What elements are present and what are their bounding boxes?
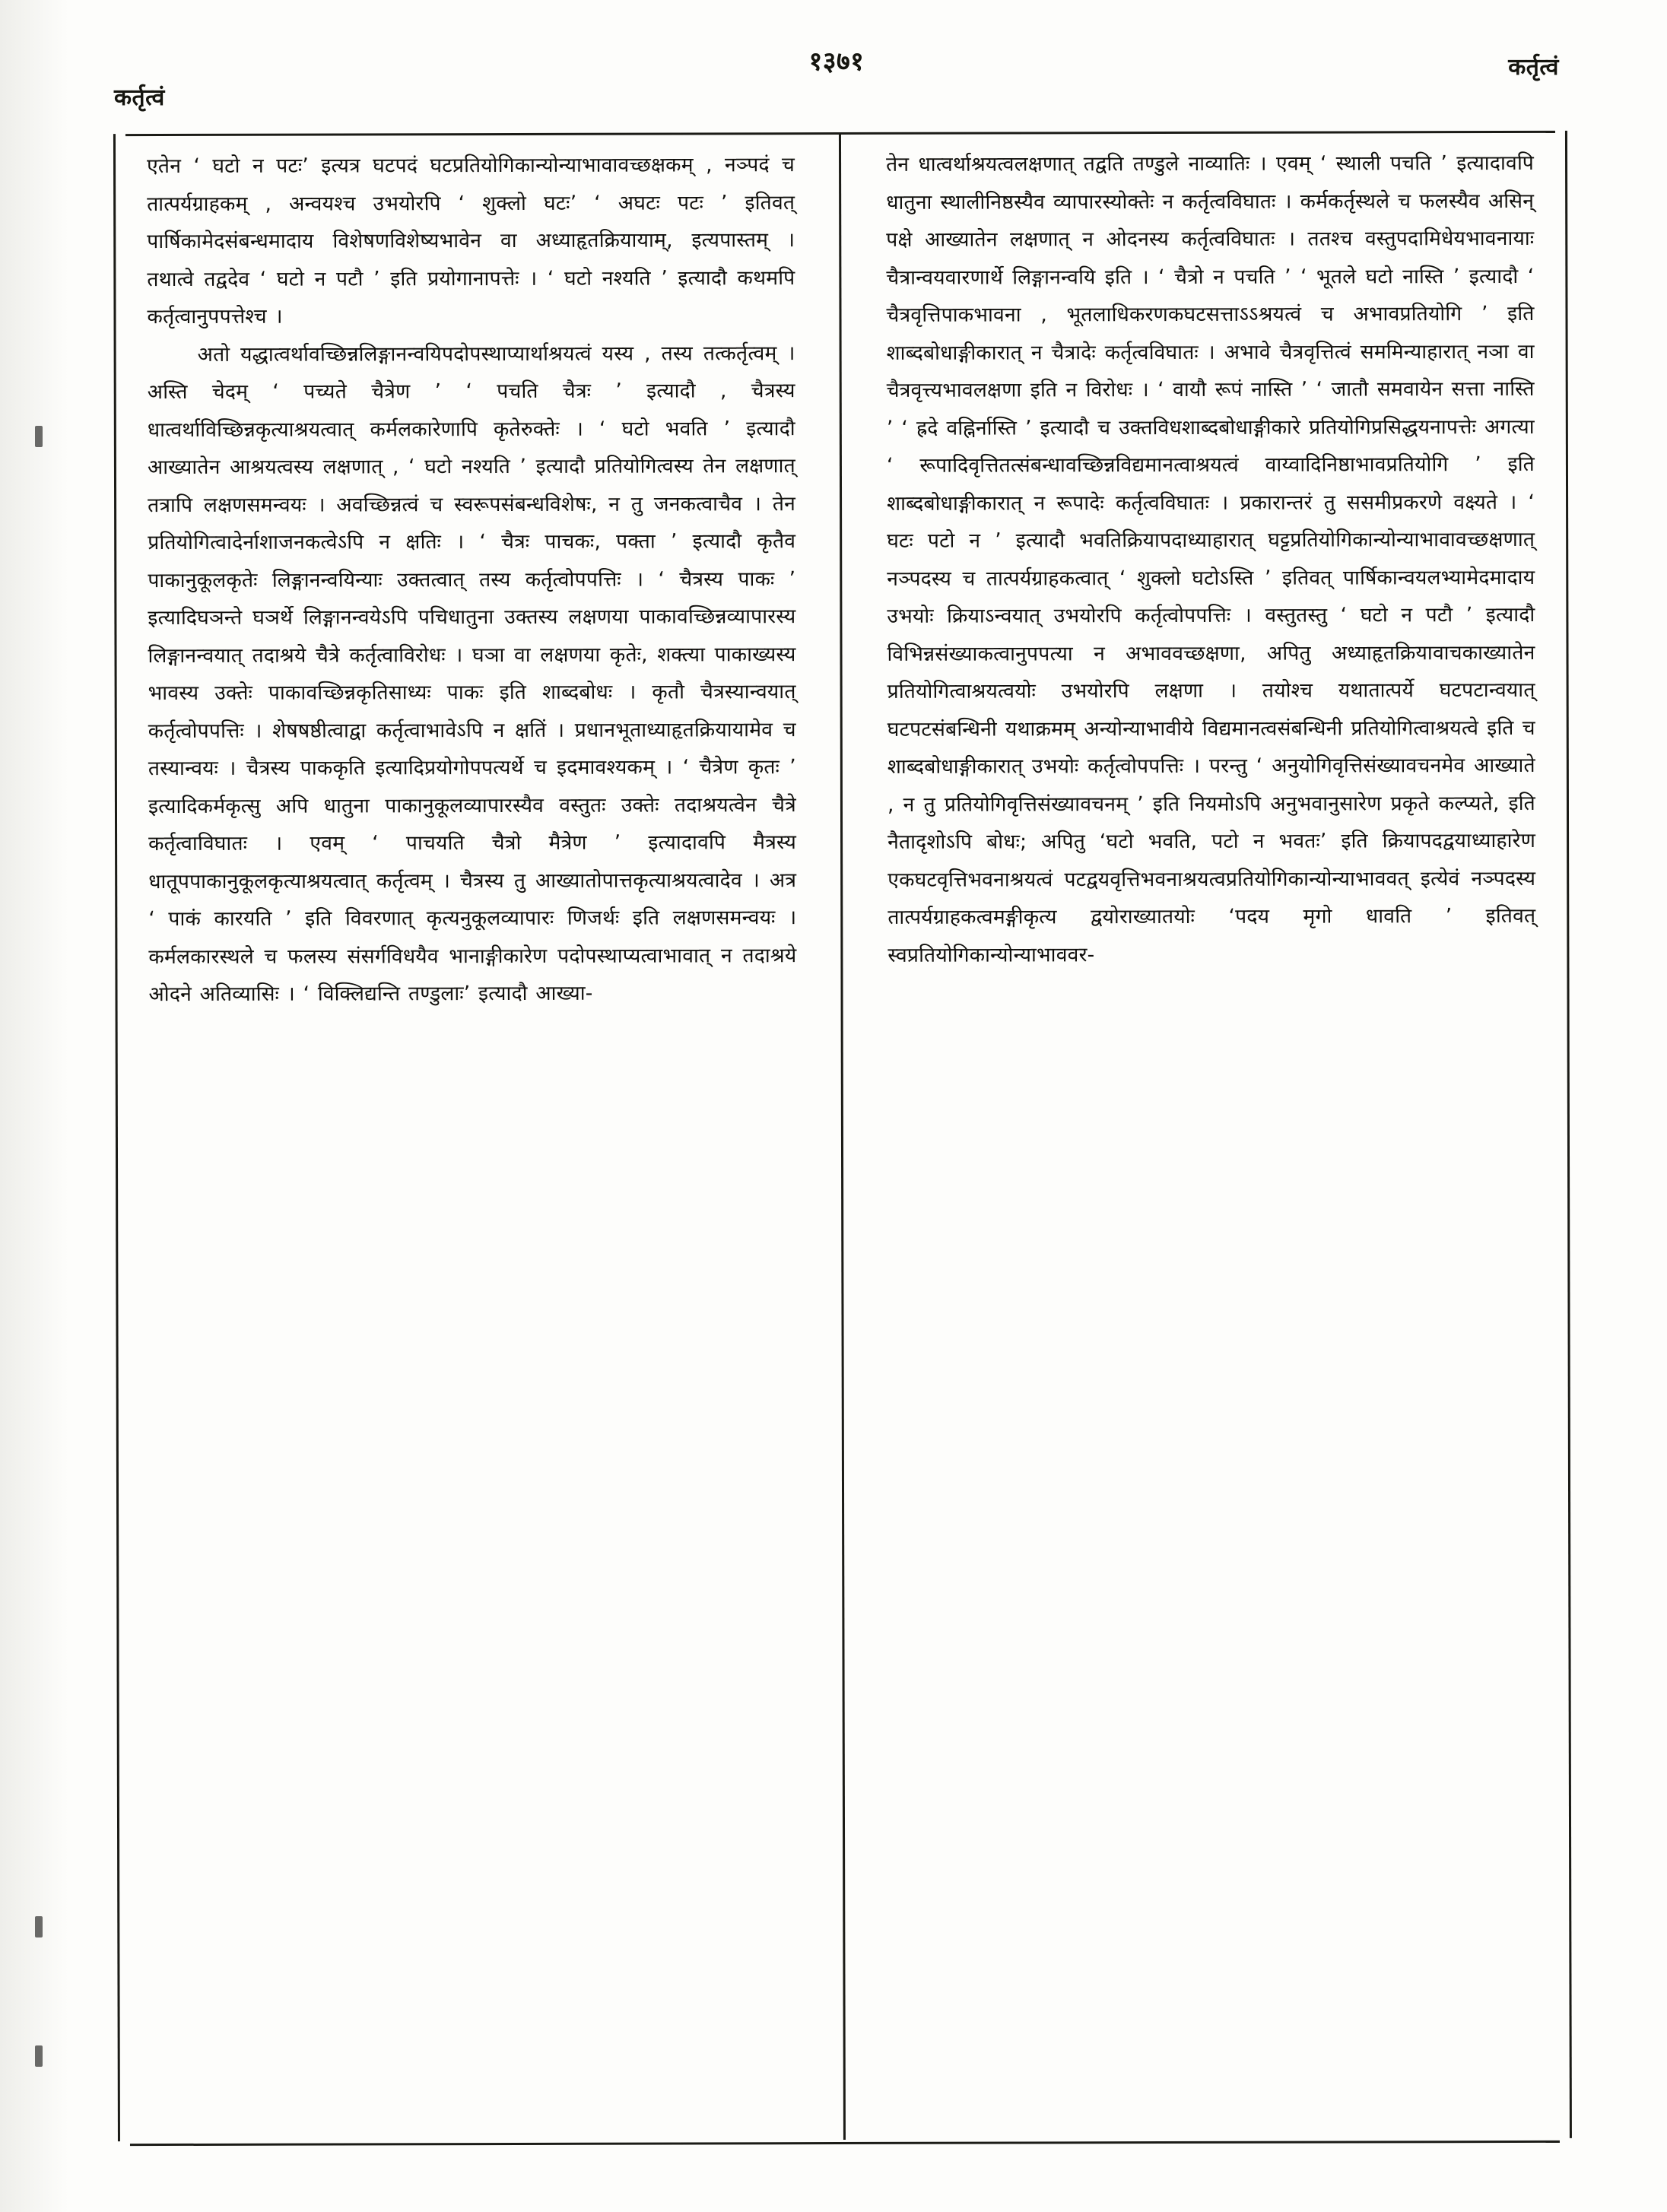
column-right xyxy=(865,144,1557,1012)
running-title-left: कर्तृत्वं xyxy=(114,84,165,111)
text-block-frame xyxy=(125,144,1560,2125)
scan-artifact-mark xyxy=(35,426,43,447)
frame-rule-left xyxy=(113,134,120,2141)
paragraph: एतेन ‘ घटो न पटः’ इत्यत्र घटपदं घटप्रतियोगिकान्योन्याभावावच्छक्षकम् , नञ्पदं च तात्पर्यग्राहकम् , अन्वयश्च उभयोरपि ‘ शुक्लो घटः’ ‘ अघटः पटः ’ इतिवत् पार्षिकामेदसंबन्धमादाय विशेषणविशेष्यभावेन वा अध्याहृतक्रियायाम्, इत्यपास्तम् । तथात्वे तद्वदेव ‘ घटो न पटौ ’ इति प्रयोगानापत्तेः । ‘ घटो नश्यति ’ इत्यादौ कथमपि कर्तृत्वानुपपत्तेश्च । xyxy=(147,153,795,329)
paragraph: अतो यद्धात्वर्थावच्छिन्नलिङ्गानन्वयिपदोपस्थाप्यार्थाश्रयत्वं यस्य , तस्य तत्कर्तृत्वम् । अस्ति चेदम् ‘ पच्यते चैत्रेण ’ ‘ पचति चैत्रः ’ इत्यादौ , चैत्रस्य धात्वर्थाविच्छिन्नकृत्याश्रयत्वात् कर्मलकारेणापि कृतेरुक्तेः । ‘ घटो भवति ’ इत्यादौ आख्यातेन आश्रयत्वस्य लक्षणात् , ‘ घटो नश्यति ’ इत्यादौ प्रतियोगित्वस्य तेन लक्षणात् तत्रापि लक्षणसमन्वयः । अवच्छिन्नत्वं च स्वरूपसंबन्धविशेषः, न तु जनकत्वाचैव । तेन प्रतियोगित्वादेर्नाशाजनकत्वेऽपि न क्षतिः । ‘ चैत्रः पाचकः, पक्ता ’ इत्यादौ कृतैव पाकानुकूलकृतेः लिङ्गानन्वयिन्याः उक्तत्वात् तस्य कर्तृत्वोपपत्तिः । ‘ चैत्रस्य पाकः ’ इत्यादिघञन्ते घञर्थे लिङ्गानन्वयेऽपि पचिधातुना उक्तस्य लक्षणया पाकावच्छिन्नव्यापारस्य लिङ्गानन्वयात् तदाश्रये चैत्रे कर्तृत्वाविरोधः । घञा वा लक्षणया कृतेः, शक्त्या पाकाख्यस्य भावस्य उक्तेः पाकावच्छिन्नकृतिसाध्यः पाकः इति शाब्दबोधः । कृतौ चैत्रस्यान्वयात् कर्तृत्वोपपत्तिः । शेषषष्ठीत्वाद्वा कर्तृत्वाभावेऽपि न क्षतिं । प्रधानभूताध्याहृतक्रियायामेव च तस्यान्वयः । चैत्रस्य पाककृति इत्यादिप्रयोगोपपत्यर्थे च इदमावश्यकम् । ‘ चैत्रेण कृतः ’ इत्यादिकर्मकृत्सु अपि धातुना पाकानुकूलव्यापारस्यैव वस्तुतः उक्तेः तदाश्रयत्वेन चैत्रे कर्तृत्वाविघातः । एवम् ‘ पाचयति चैत्रो मैत्रेण ’ इत्यादावपि मैत्रस्य धातूपपाकानुकूलकृत्याश्रयत्वात् कर्तृत्वम् । चैत्रस्य तु आख्यातोपात्तकृत्याश्रयत्वादेव । अत्र ‘ पाकं कारयति ’ इति विवरणात् कृत्यनुकूलव्यापारः णिजर्थः इति लक्षणसमन्वयः । कर्मलकारस्थले च फलस्य संसर्गविधयैव भानाङ्गीकारेण पदोपस्थाप्यत्वाभावात् न तदाश्रये ओदने अतिव्यासिः । ‘ विक्लिद्यन्ति तण्डुलाः’ इत्यादौ आख्या- xyxy=(147,341,797,1007)
paragraph: तेन धात्वर्थाश्रयत्वलक्षणात् तद्वति तण्डुले नाव्यातिः । एवम् ‘ स्थाली पचति ’ इत्यादावपि धातुना स्थालीनिष्ठस्यैव व्यापारस्योक्तेः न कर्तृत्वविघातः । कर्मकर्तृस्थले च फलस्यैव असिन् पक्षे आख्यातेन लक्षणात् न ओदनस्य कर्तृत्वविघातः । ततश्च वस्तुपदामिधेयभावनायाः चैत्रान्वयवारणार्थे लिङ्गानन्वयि इति । ‘ चैत्रो न पचति ’ ‘ भूतले घटो नास्ति ’ इत्यादौ ‘ चैत्रवृत्तिपाकभावना , भूतलाधिकरणकघटसत्ताऽऽश्रयत्वं च अभावप्रतियोगि ’ इति शाब्दबोधाङ्गीकारात् न चैत्रादेः कर्तृत्वविघातः । अभावे चैत्रवृत्तित्वं सममिन्याहारात् नञा वा चैत्रवृत्त्यभावलक्षणा इति न विरोधः । ‘ वायौ रूपं नास्ति ’ ‘ जातौ समवायेन सत्ता नास्ति ’ ‘ ह्रदे वह्निर्नास्ति ’ इत्यादौ च उक्तविधशाब्दबोधाङ्गीकारे प्रतियोगिप्रसिद्धयनापत्तेः अगत्या ‘ रूपादिवृत्तितत्संबन्धावच्छिन्नविद्यमानत्वाश्रयत्वं वाय्वादिनिष्ठाभावप्रतियोगि ’ इति शाब्दबोधाङ्गीकारात् न रूपादेः कर्तृत्वविघातः । प्रकारान्तरं तु ससमीप्रकरणे वक्ष्यते । ‘ घटः पटो न ’ इत्यादौ भवतिक्रियापदाध्याहारात् घट्टप्रतियोगिकान्योन्याभावावच्छक्षणात् नञ्पदस्य च तात्पर्यग्राहकत्वात् ‘ शुक्लो घटोऽस्ति ’ इतिवत् पार्षिकान्वयलभ्यामेदमादाय उभयोः क्रियाऽन्वयात् उभयोरपि कर्तृत्वोपपत्तिः । वस्तुतस्तु ‘ घटो न पटौ ’ इत्यादौ विभिन्नसंख्याकत्वानुपपत्या न अभाववच्छक्षणा, अपितु अध्याहृतक्रियावाचकाख्यातेन प्रतियोगित्वाश्रयत्वयोः उभयोरपि लक्षणा । तयोश्च यथातात्पर्ये घटपटान्वयात् घटपटसंबन्धिनी यथाक्रमम् अन्योन्याभावीये विद्यमानत्वसंबन्धिनी प्रतियोगित्वाश्रयत्वे इति च शाब्दबोधाङ्गीकारात् उभयोः कर्तृत्वोपपत्तिः । परन्तु ‘ अनुयोगिवृत्तिसंख्यावचनमेव आख्याते , न तु प्रतियोगिवृत्तिसंख्यावचनम् ’ इति नियमोऽपि अनुभवानुसारेण प्रकृते कल्प्यते, इति नैतादृशोऽपि बोधः; अपितु ‘घटो भवति, पटो न भवतः’ इति क्रियापदद्वयाध्याहारेण एकघटवृत्तिभवनाश्रयत्वं पटद्वयवृत्तिभवनाश्रयत्वप्रतियोगिकान्योन्याभाववत् इत्येवं नञ्पदस्य तात्पर्यग्राहकत्वमङ्गीकृत्य द्वयोराख्यातयोः ‘पदय मृगो धावति ’ इतिवत् स्वप्रतियोगिकान्योन्याभाववर- xyxy=(886,151,1536,967)
scan-edge-shadow xyxy=(0,0,91,2212)
page-number: १३७१ xyxy=(808,46,865,77)
running-title-right: कर्तृत्वं xyxy=(1508,54,1559,81)
column-left xyxy=(125,146,818,1014)
scan-artifact-mark xyxy=(35,1916,43,1937)
frame-rule-bottom xyxy=(130,2141,1560,2146)
two-column-body xyxy=(125,144,1557,1014)
frame-rule-right xyxy=(1565,131,1572,2138)
page-header xyxy=(114,46,1559,113)
scan-artifact-mark xyxy=(35,2045,43,2067)
